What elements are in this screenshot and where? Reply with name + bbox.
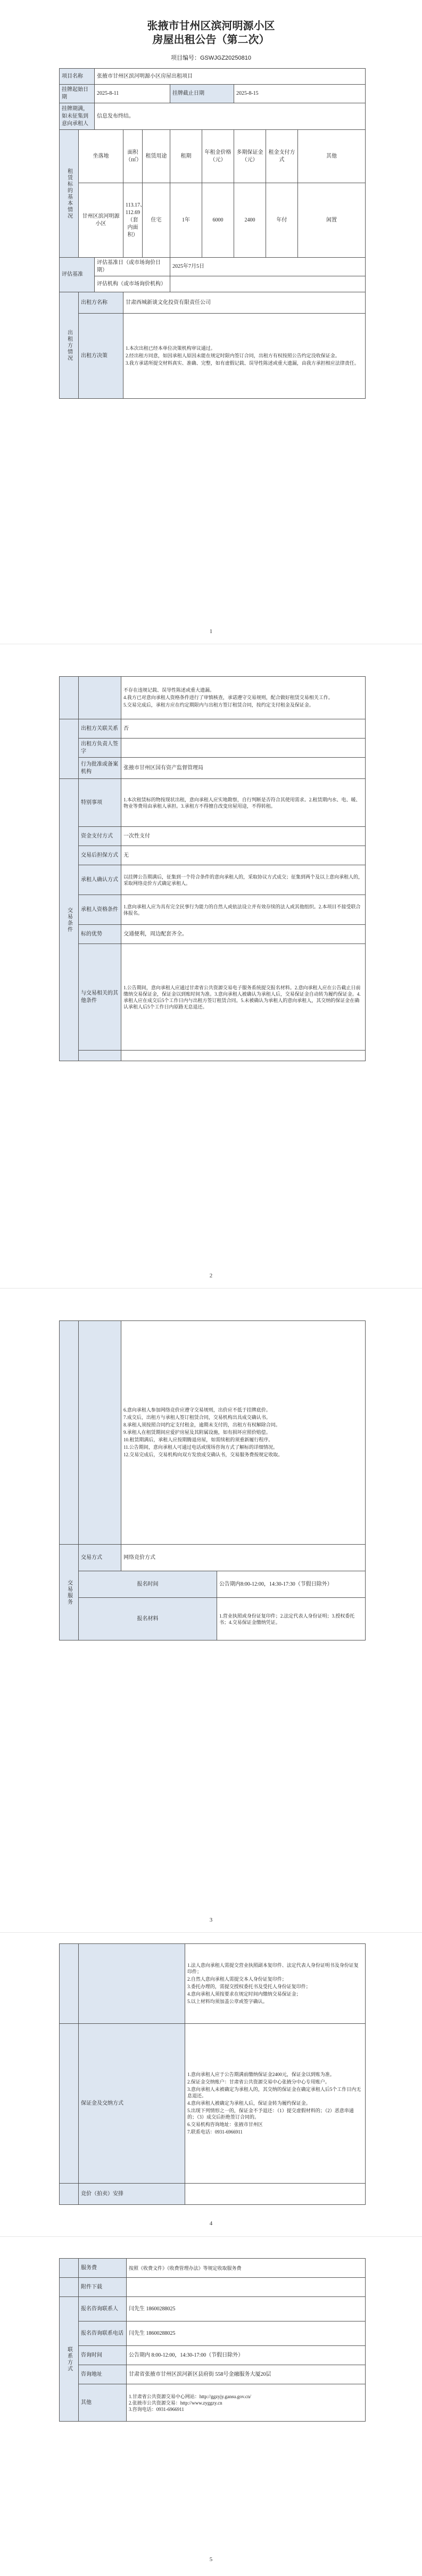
deposit-line: 3.意向承租人未被确定为承租人的，其交纳的保证金在确定承租人后5个工作日内无息退还。 [187,2086,361,2098]
row-label: 交易后担保方式 [79,846,121,865]
contact-value: 公告期内 8:00-12:00，14:30-17:00（节假日除外） [127,2346,366,2365]
eval-label: 评估基准 [60,258,95,292]
row-value: 以挂牌公告期满后，征集到一个符合条件的意向承租人的，采取协议方式成交；征集到两个及以上意向承租人的，采取网络竞价方式确定承租人。 [121,865,366,895]
rules-line: 11.公告期间，意向承租人可通过电话或现场咨询方式了解标的详细情况。 [123,1444,278,1450]
row-label: 承租人确认方式 [79,865,121,895]
project-name: 张掖市甘州区滨河明源小区房屋出租项目 [95,69,366,85]
reg-time-label: 报名时间 [79,1571,217,1598]
intro-line: 不存在违规记载、误导性陈述或重大遗漏。 [123,687,215,693]
reg-detail-line: 2.自然人意向承租人需提交本人身份证复印件； [187,1976,287,1982]
asset-header-6: 租金支付方式 [266,130,298,183]
asset-cell-5: 2400 [234,183,266,258]
service-table [59,1320,366,1640]
rules-line: 7.成交后，出租方与承租人签订租赁合同，交易机构出具成交确认书。 [123,1414,271,1420]
decision-text [123,314,366,399]
contact-side-label: 联系方式 [60,2297,79,2422]
page-title-line1: 张掖市甘州区滨河明源小区 [147,20,275,32]
asset-header-2: 租赁用途 [143,130,170,183]
auction-value [185,2184,366,2205]
method-value: 网络竞价方式 [121,1545,366,1571]
method-label: 交易方式 [79,1545,121,1571]
asset-header-3: 租期 [170,130,202,183]
contact-value: 1.甘肃省公共资源交易中心网站：http://ggzyjy.gansu.gov.cn/ 2.张掖市公共资源交易：http://www.zyggzy.cn 3.咨询电话：0931-6966911 [127,2384,366,2422]
rules-line: 9.承租人在租赁期间应爱护房屋及其附属设施，如有损坏应照价赔偿。 [123,1429,271,1435]
row-value: 1.本次租赁标的物按现状出租，意向承租人应实地勘察，自行判断是否符合其使用需求。2.租赁期内水、电、暖、物业等费用由承租人承担。3.承租方不得擅自改变房屋用途，不得转租。 [121,779,366,827]
row-value: 1.公告期间，意向承租人应通过甘肃省公共资源交易电子服务系统提交报名材料。2.意向承租人应在公告截止日前缴纳交易保证金，保证金以到账时间为准。3.意向承租人被确认为承租人后，交易保证金自动转为履约保证金。4.承租人应在成交后5个工作日内与出租方签订租赁合同。5.未被确认为承租人的意向承租人，其交纳的保证金在确认承租人后5个工作日内原路无息退还。 [121,944,366,1051]
eval-org-value [170,276,366,292]
page-1 [0,0,422,644]
deposit-detail [185,2024,366,2184]
page-5 [0,2237,422,2576]
contact-label: 报名咨询联系人 [79,2297,127,2321]
page-3 [0,1289,422,1932]
reg-doc-value: 1.营业执照或身份证复印件；2.法定代表人身份证明；3.授权委托书；4.交易保证金缴纳凭证。 [217,1598,366,1640]
decision-line: 3.我方承诺所提交材料真实、准确、完整，如有虚假记载、误导性陈述或重大遗漏，由我方承担相应法律责任。 [126,360,359,366]
fee-label: 服务费 [79,2259,127,2278]
eval-org-label: 评估机构（或市场询价机构） [95,276,170,292]
row-label: 承租人资格条件 [79,895,121,925]
extend-label: 挂牌期满，如未征集到意向承租人 [60,103,95,130]
rules-line: 12.交易完成后，交易机构向双方发放成交确认书，交易服务费按规定收取。 [123,1451,283,1457]
start-date: 2025-8-11 [95,85,170,103]
reg-time-value: 公告期内8:00-12:00，14:30-17:30（节假日除外） [217,1571,366,1598]
intro-line: 4.我方已对意向承租人资格条件进行了审慎核查，承诺遵守交易规则，配合做好租赁交易相关工作。 [123,694,333,700]
row-value: 交通便利，周边配套齐全。 [121,925,366,944]
conditions-table [59,676,366,1061]
lessor-label: 出租方名称 [79,292,123,314]
row-value: 一次性支付 [121,827,366,846]
asset-cell-4: 6000 [202,183,234,258]
reg-detail-line: 1.法人意向承租人需提交营业执照副本复印件、法定代表人身份证明书及身份证复印件； [187,1962,359,1974]
row-value: 1.意向承租人应为具有完全民事行为能力的自然人或依法设立并有效存续的法人或其他组织。2.本项目不接受联合体报名。 [121,895,366,925]
asset-cell-1: 113.17、112.69（套内面积） [123,183,143,258]
row-label: 行为批准或备案机构 [79,758,121,779]
eval-base-label: 评估基准日（或市场询价日期） [95,258,170,276]
row-value: 张掖市甘州区国有资产监督管理局 [121,758,366,779]
asset-cell-0: 甘州区滨河明源小区 [79,183,123,258]
lessor-side-label: 出租方情况 [60,292,79,399]
row-label: 与交易相关的其他条件 [79,944,121,1051]
page-number: 3 [209,1917,213,1923]
asset-header-5: 多期保证金（元） [234,130,266,183]
deposit-table [59,1943,366,2205]
page-4-content [0,1933,422,2252]
asset-side-label: 租赁标的基本情况 [60,130,79,258]
asset-cell-3: 1年 [170,183,202,258]
contact-value: 甘肃省张掖市甘州区滨河新区县府街 558号金融服务大厦20层 [127,2365,366,2384]
deposit-line: 4.意向承租人被确定为承租人后，保证金转为履约保证金。 [187,2100,311,2106]
asset-cell-2: 住宅 [143,183,170,258]
row-label: 出租方负责人签字 [79,739,121,758]
intro-text [121,677,366,719]
page-number: 2 [209,1273,213,1279]
row-value: 否 [121,719,366,739]
contact-value: 闫先生 18600288025 [127,2321,366,2346]
lessor-value: 甘肃西城新谈文化投资有限责任公司 [123,292,366,314]
contact-label: 报名咨询联系电话 [79,2321,127,2346]
rules-line: 10.租赁期满后，承租人应按期腾退房屋，如需续租的须重新履行程序。 [123,1437,274,1442]
end-date: 2025-8-15 [234,85,366,103]
page-number: 1 [209,628,213,635]
asset-cell-6: 年付 [266,183,298,258]
service-side-label: 交易服务 [60,1545,79,1640]
row-value [121,739,366,758]
reg-detail [185,1944,366,2024]
asset-header-0: 坐落地 [79,130,123,183]
reg-detail-line: 3.委托办理的，需提交授权委托书及受托人身份证复印件； [187,1983,311,1989]
end-date-label: 挂牌截止日期 [170,85,234,103]
deposit-line: 1.意向承租人应于公告期满前缴纳保证金2400元，保证金以到账为准。 [187,2071,335,2077]
extend-value: 信息发布终结。 [95,103,366,130]
decision-line: 1.本次出租已经本单位决策机构审议通过。 [126,345,216,351]
row-label: 出租方关联关系 [79,719,121,739]
contact-label: 咨询地址 [79,2365,127,2384]
fee-value: 按照《收费文件》《收费管理办法》等规定收取服务费 [127,2259,366,2278]
row-value: 无 [121,846,366,865]
contact-table [59,2258,366,2422]
rules-text [121,1321,366,1545]
start-date-label: 挂牌起始日期 [60,85,95,103]
asset-header-7: 其他 [298,130,366,183]
eval-base-value: 2025年7月5日 [170,258,366,276]
contact-value: 闫先生 18600288025 [127,2297,366,2321]
page-number: 5 [209,2556,213,2563]
deposit-line: 7.联系电话：0931-6966911 [187,2129,243,2135]
deposit-label: 保证金及交纳方式 [79,2024,185,2184]
asset-header-4: 年租金价格（元） [202,130,234,183]
asset-cell-7: 闲置 [298,183,366,258]
reg-doc-label: 报名材料 [79,1598,217,1640]
intro-line: 5.交易完成后，承租方应在约定期限内与出租方签订租赁合同，按约定支付租金及保证金。 [123,702,314,708]
decision-label: 出租方决策 [79,314,123,399]
page-title-line2: 房屋出租公告（第二次） [152,34,270,46]
page-2 [0,644,422,1288]
contact-label: 咨询时间 [79,2346,127,2365]
auction-label: 竞价（拍卖）安排 [79,2184,185,2205]
contact-label: 其他 [79,2384,127,2422]
conditions-side-label: 交易条件 [60,779,79,1061]
reg-detail-line: 5.以上材料均须加盖公章或签字确认。 [187,1998,268,2004]
row-label: 标的优势 [79,925,121,944]
deposit-line: 2.保证金交纳账户：甘肃省公共资源交易中心张掖分中心专用账户。 [187,2079,330,2085]
decision-line: 2.经出租方同意，如因承租人原因未能在规定时限内签订合同，出租方有权按照公告约定没收保证金。 [126,352,340,358]
reg-detail-line: 4.意向承租人须按要求在规定时间内缴纳交易保证金； [187,1991,301,1997]
page-number: 4 [209,2220,213,2227]
asset-header-1: 面积（㎡） [123,130,143,183]
row-label: 资金支付方式 [79,827,121,846]
attach-value[interactable] [127,2278,366,2297]
project-name-label: 项目名称 [60,69,95,85]
project-table [59,68,366,399]
project-code: 项目编号：GSWJGZ20250810 [171,55,251,61]
deposit-line: 6.交易机构咨询地址：张掖市甘州区 [187,2121,263,2127]
attach-label: 附件下载 [79,2278,127,2297]
deposit-line: 5.出现下列情形之一的，保证金不予退还：（1）提交虚假材料的；（2）恶意串通的；（3）成交后拒绝签订合同的。 [187,2107,354,2120]
row-label: 特别事项 [79,779,121,827]
rules-line: 8.承租人须按照合同约定支付租金，逾期未支付的，出租方有权解除合同。 [123,1422,280,1428]
rules-line: 6.意向承租人参加网络竞价应遵守交易规则，出价应不低于挂牌底价。 [123,1407,271,1413]
